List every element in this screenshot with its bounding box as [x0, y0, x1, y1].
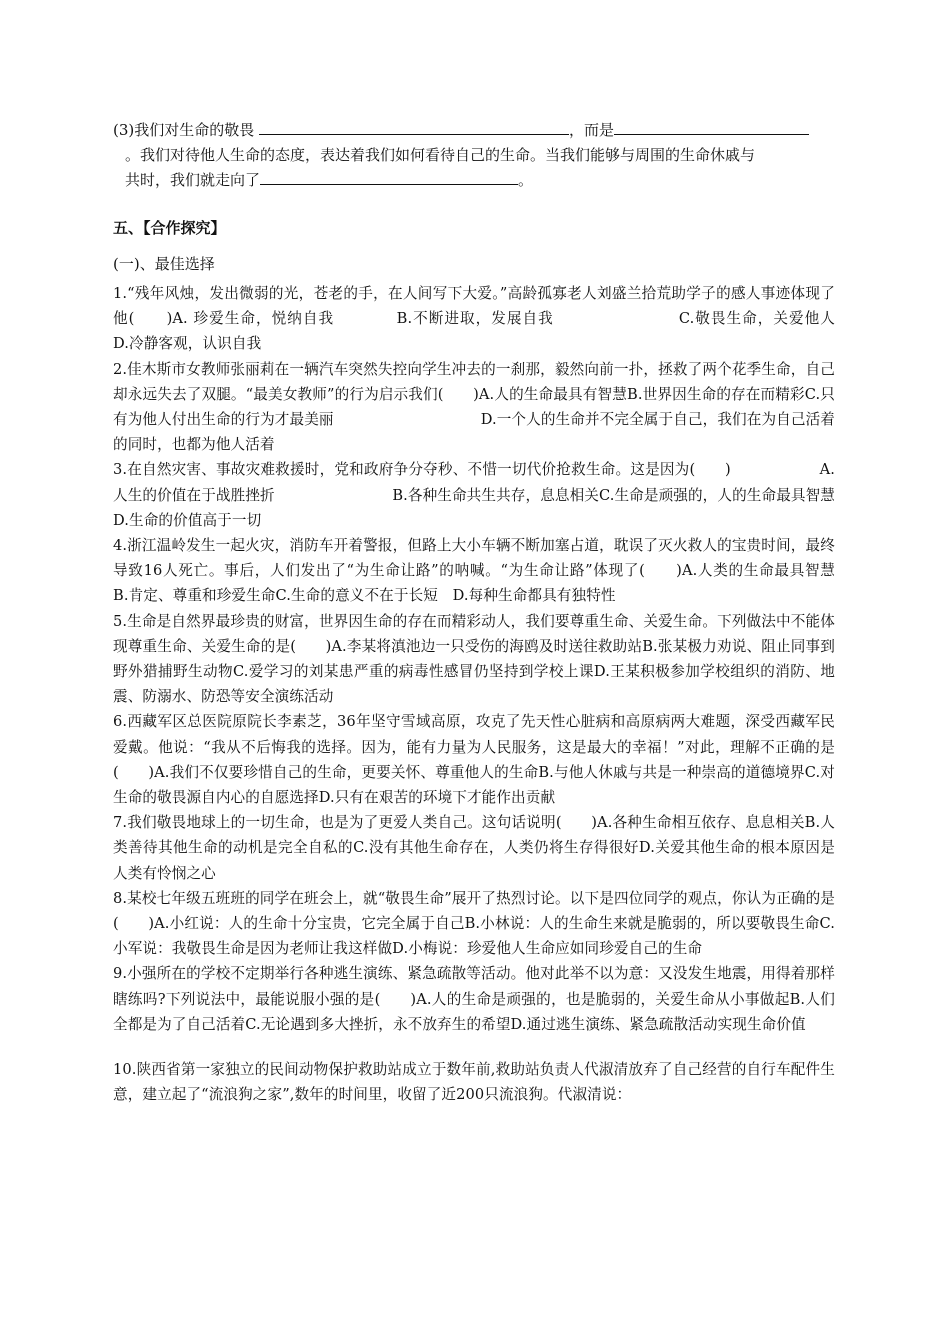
question-item: 1.“残年风烛，发出微弱的光，苍老的手，在人间写下大爱。”高龄孤寡老人刘盛兰拾荒助学子的感人事迹体现了他( )A. 珍爱生命，悦纳自我 B.不断进取，发展自我 C.敬畏生命，关爱他人 D.冷静客观，认识自我 [113, 285, 894, 353]
question-item: 3.在自然灾害、事故灾难救援时，党和政府争分夺秒、不惜一切代价抢救生命。这是因为( ) A.人生的价值在于战胜挫折 B.各种生命共生共存，息息相关C.生命是顽强的，人的生命最具智慧 D.生命的价值高于一切 [113, 461, 880, 529]
question-item-10: 10.陕西省第一家独立的民间动物保护救助站成立于数年前,救助站负责人代淑清放弃了自己经营的自行车配件生意，建立起了“流浪狗之家”,数年的时间里，收留了近200只流浪狗。代淑清说： [113, 1061, 835, 1104]
question-item: 5.生命是自然界最珍贵的财富，世界因生命的存在而精彩动人，我们要尊重生命、关爱生命。下列做法中不能体现尊重生命、关爱生命的是( )A.李某将滇池边一只受伤的海鸥及时送往救助站B.张某极力劝说、阻止同事到野外猎捕野生动物C.爱学习的刘某患严重的病毒性感冒仍坚持到学校上课D.王某积极参加学校组织的消防、地震、防溺水、防恐等安全演练活动 [113, 612, 835, 706]
question-item: 7.我们敬畏地球上的一切生命，也是为了更爱人类自己。这句话说明( )A.各种生命相互依存、息息相关B.人类善待其他生命的动机是完全自私的C.没有其他生命存在，人类仍将生存得很好D.关爱其他生命的根本原因是人类有怜悯之心 [113, 814, 835, 882]
fill-row-2: 。我们对待他人生命的态度，表达着我们如何看待自己的生命。当我们能够与周围的生命休戚与 [125, 146, 756, 164]
document-page [113, 118, 894, 1108]
question-item: 2.佳木斯市女教师张丽莉在一辆汽车突然失控向学生冲去的一刹那，毅然向前一扑，拯救了两个花季生命，自己却永远失去了双腿。“最美女教师”的行为启示我们( )A.人的生命最具有智慧B.世界因生命的存在而精彩C.只有为他人付出生命的行为才最美丽 D.一个人的生命并不完全属于自己，我们在为自己活着的同时，也都为他人活着 [113, 360, 835, 454]
question-list [113, 281, 894, 1037]
fill-row-3 [113, 168, 835, 193]
answer-blank[interactable] [260, 169, 518, 185]
section-subheading: (一)、最佳选择 [113, 255, 215, 273]
answer-blank[interactable] [259, 119, 569, 135]
fill-in-blank-item-3 [113, 118, 835, 193]
question-item: 9.小强所在的学校不定期举行各种逃生演练、紧急疏散等活动。他对此举不以为意：又没发生地震，用得着那样瞎练吗?下列说法中，最能说服小强的是( )A.人的生命是顽强的，也是脆弱的，关爱生命从小事做起B.人们全都是为了自己活着C.无论遇到多大挫折，永不放弃生的希望D.通过逃生演练、紧急疏散活动实现生命价值 [113, 965, 835, 1033]
fill-text: 。 [518, 171, 534, 189]
answer-blank[interactable] [614, 119, 809, 135]
fill-text: ，而是 [569, 121, 615, 139]
question-item: 6.西藏军区总医院原院长李素芝，36年坚守雪域高原，攻克了先天性心脏病和高原病两大难题，深受西藏军民爱戴。他说：“我从不后悔我的选择。因为，能有力量为人民服务，这是最大的幸福！”对此，理解不正确的是( )A.我们不仅要珍惜自己的生命，更要关怀、尊重他人的生命B.与他人休戚与共是一种崇高的道德境界C.对生命的敬畏源自内心的自愿选择D.只有在艰苦的环境下才能作出贡献 [113, 713, 835, 807]
question-item: 8.某校七年级五班班的同学在班会上，就“敬畏生命”展开了热烈讨论。以下是四位同学的观点，你认为正确的是( )A.小红说：人的生命十分宝贵，它完全属于自己B.小林说：人的生命生来就是脆弱的，所以要敬畏生命C.小军说：我敬畏生命是因为老师让我这样做D.小梅说：珍爱他人生命应如同珍爱自己的生命 [113, 889, 835, 958]
section-heading: 五、【合作探究】 [113, 219, 226, 237]
fill-text: (3)我们对生命的敬畏 [113, 121, 260, 139]
question-item: 4.浙江温岭发生一起火灾，消防车开着警报，但路上大小车辆不断加塞占道，耽误了灭火救人的宝贵时间，最终导致16人死亡。事后，人们发出了“为生命让路”的呐喊。“为生命让路”体现了( )A.人类的生命最具智慧 B.肯定、尊重和珍爱生命C.生命的意义不在于长短 D.每种生命都具有独特性 [113, 537, 850, 605]
fill-row-1 [113, 118, 835, 143]
fill-text: 共时，我们就走向了 [125, 171, 261, 189]
